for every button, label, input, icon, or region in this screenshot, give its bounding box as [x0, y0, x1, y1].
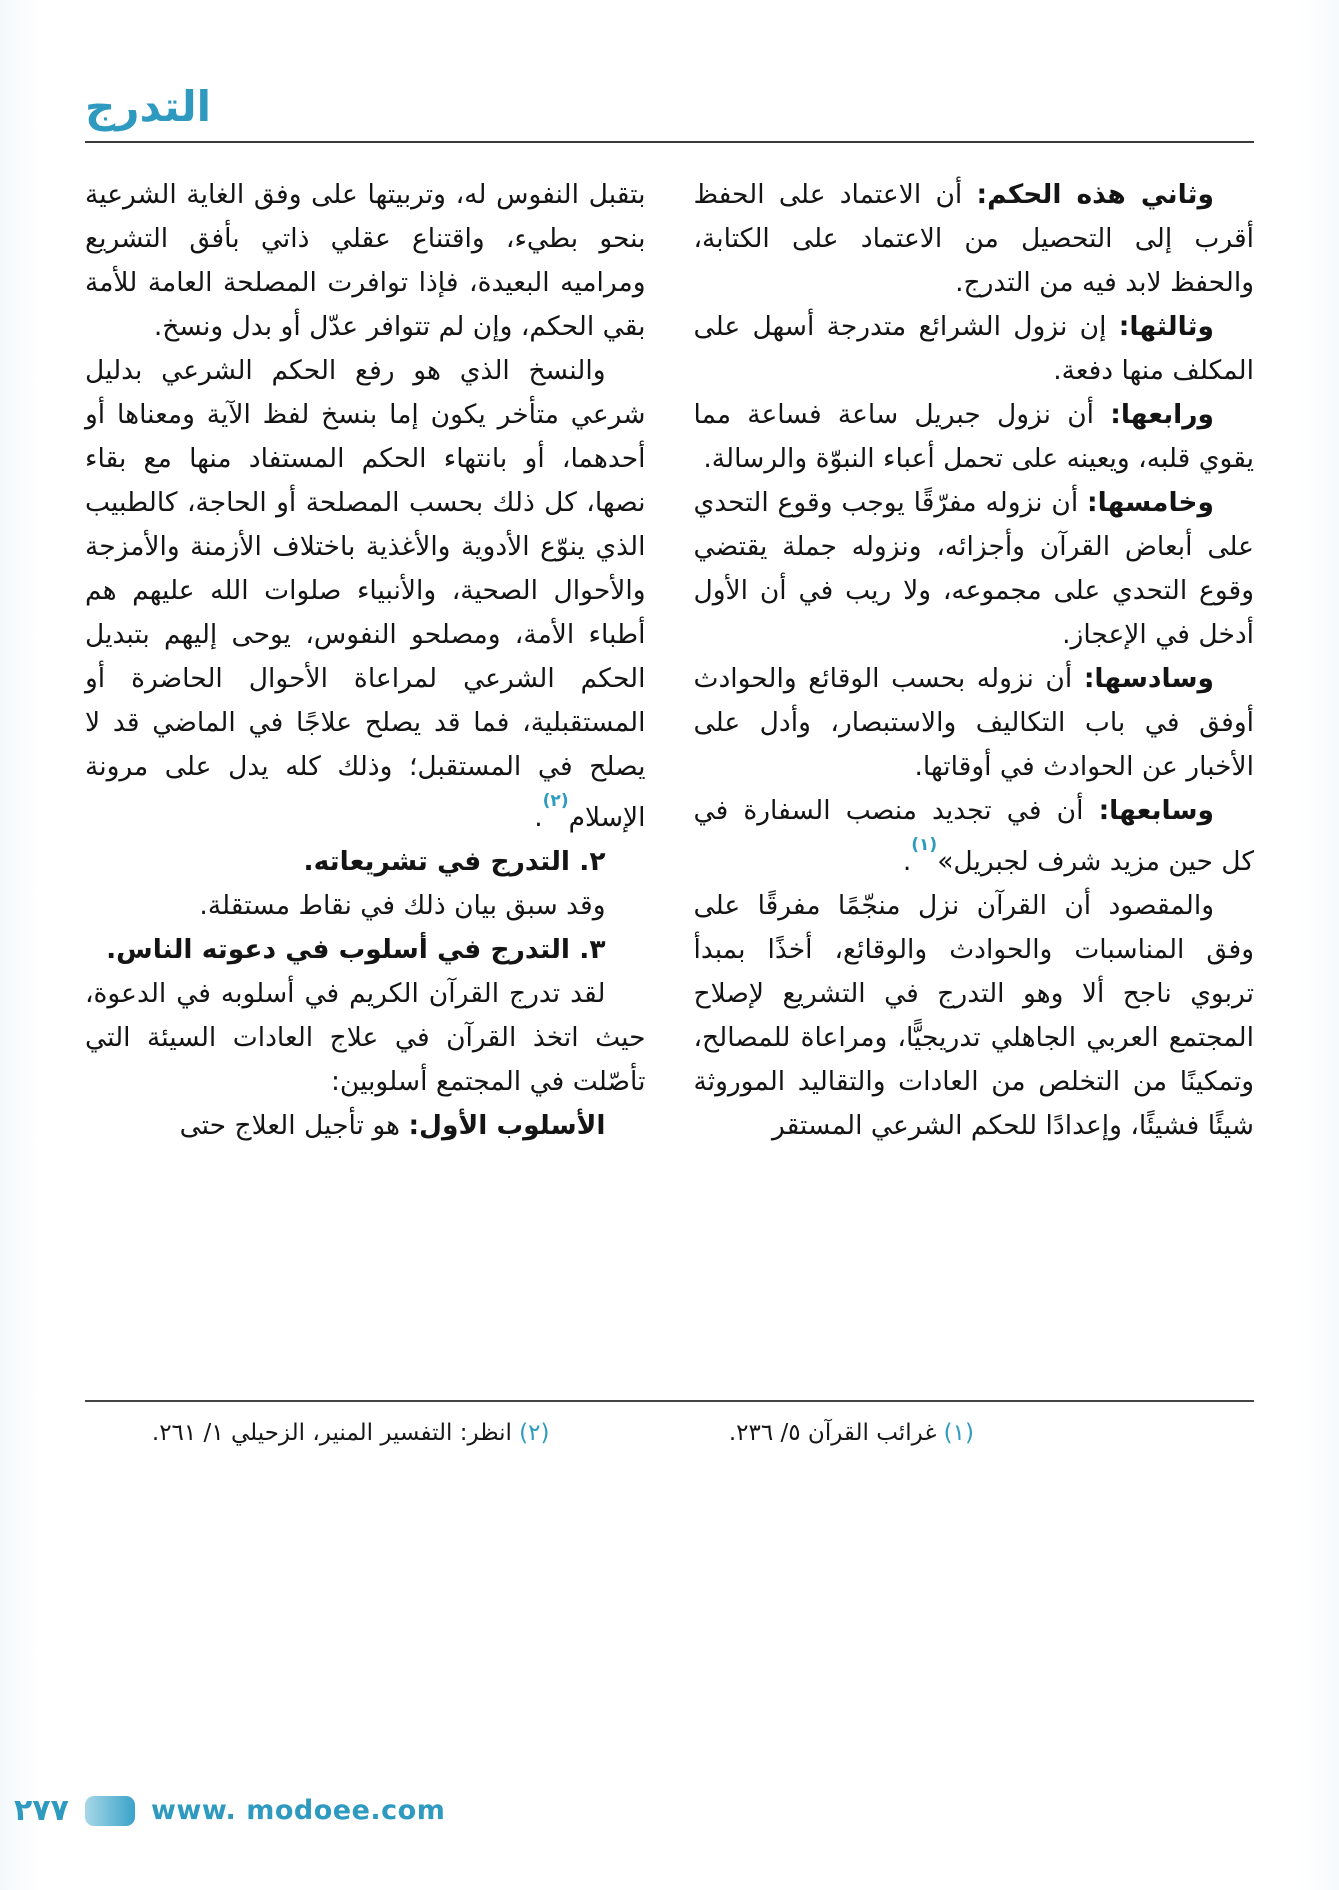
- heading-text: ٢. التدرج في تشريعاته.: [303, 845, 606, 877]
- paragraph: [85, 884, 646, 928]
- heading-text: ٣. التدرج في أسلوب في دعوته الناس.: [106, 933, 606, 965]
- text-columns: [0, 173, 1339, 1353]
- paragraph-text: أن نزوله مفرّقًا يوجب وقوع التحدي على أبعاض القرآن وأجزائه، ونزوله جملة يقتضي وقوع التحدي على مجموعه، ولا ريب في أن الأول أدخل في الإعجاز.: [693, 487, 1254, 650]
- paragraph-text: بتقبل النفوس له، وتربيتها على وفق الغاية الشرعية بنحو بطيء، واقتناع عقلي ذاتي بأفق التشريع ومراميه البعيدة، فإذا توافرت المصلحة العامة للأمة بقي الحكم، وإن لم تتوافر عدّل أو بدل ونسخ.: [85, 179, 646, 342]
- footnote-number: (١): [943, 1420, 974, 1446]
- website-text: www. modoee.com: [150, 1795, 446, 1826]
- paragraph-text: والنسخ الذي هو رفع الحكم الشرعي بدليل شرعي متأخر يكون إما بنسخ لفظ الآية ومعناها أو أحدهما، أو بانتهاء الحكم المستفاد منها مع بقاء نصها، كل ذلك بحسب المصلحة أو الحاجة، كالطبيب الذي ينوّع الأدوية والأغذية باختلاف الأزمنة والأمزجة والأحوال الصحية، والأنبياء صلوات الله عليهم هم أطباء الأمة، ومصلحو النفوس، يوحى إليهم بتبديل الحكم الشرعي لمراعاة الأحوال الحاضرة أو المستقبلية، فما قد يصلح علاجًا في الماضي قد لا يصلح في المستقبل؛ وذلك كله يدل على مرونة الإسلام: [85, 355, 646, 833]
- title-area: [85, 82, 1254, 131]
- paragraph: [694, 481, 1255, 657]
- page-footer: [14, 1793, 1339, 1828]
- column-left: [85, 173, 646, 1353]
- paragraph-lead: وثالثها:: [1118, 311, 1214, 342]
- footnote-ref: (٢): [542, 791, 569, 811]
- footnote-text: غرائب القرآن ٥/ ٢٣٦.: [728, 1420, 937, 1446]
- paragraph: [694, 884, 1255, 1148]
- column-right: [694, 173, 1255, 1353]
- paragraph: [694, 173, 1255, 305]
- footnote-ref: (١): [911, 835, 938, 855]
- paragraph-lead: وثاني هذه الحكم:: [976, 179, 1214, 210]
- paragraph: [694, 789, 1255, 884]
- paragraph-text: هو تأجيل العلاج حتى: [179, 1109, 401, 1141]
- paragraph: [694, 305, 1255, 393]
- page-title: التدرج: [85, 82, 212, 131]
- paragraph: [85, 1104, 646, 1148]
- paragraph: [85, 972, 646, 1104]
- footnote-number: (٢): [519, 1420, 550, 1446]
- footnote: [670, 1420, 1255, 1446]
- paragraph-text: أن نزول جبريل ساعة فساعة مما يقوي قلبه، ويعينه على تحمل أعباء النبوّة والرسالة.: [693, 399, 1254, 474]
- paragraph-text: أن الاعتماد على الحفظ أقرب إلى التحصيل من الاعتماد على الكتابة، والحفظ لابد فيه من التدرج.: [693, 179, 1254, 298]
- paragraph-text: .: [902, 845, 912, 877]
- paragraph-text: لقد تدرج القرآن الكريم في أسلوبه في الدعوة، حيث اتخذ القرآن في علاج العادات السيئة التي تأصّلت في المجتمع أسلوبين:: [85, 977, 646, 1097]
- footnote: [85, 1420, 670, 1446]
- paragraph-text: أن في تجديد منصب السفارة في كل حين مزيد شرف لجبريل»: [693, 795, 1254, 877]
- paragraph-text: إن نزول الشرائع متدرجة أسهل على المكلف منها دفعة.: [693, 311, 1254, 386]
- footnotes: [85, 1400, 1254, 1446]
- header-rule: [85, 141, 1254, 143]
- paragraph: [694, 393, 1255, 481]
- paragraph-text: أن نزوله بحسب الوقائع والحوادث أوفق في باب التكاليف والاستبصار، وأدل على الأخبار عن الحوادث في أوقاتها.: [693, 663, 1254, 782]
- paragraph: [694, 657, 1255, 789]
- paragraph-text: والمقصود أن القرآن نزل منجّمًا مفرقًا على وفق المناسبات والحوادث والوقائع، أخذًا بمبدأ تربوي ناجح ألا وهو التدرج في التشريع لإصلاح المجتمع العربي الجاهلي تدريجيًّا، ومراعاة للمصالح، وتمكينًا من التخلص من العادات والتقاليد الموروثة شيئًا فشيئًا، وإعدادًا للحكم الشرعي المستقر: [693, 889, 1254, 1141]
- paragraph-lead: وخامسها:: [1087, 487, 1214, 518]
- section-heading: [85, 928, 646, 972]
- paragraph-lead: الأسلوب الأول:: [408, 1109, 606, 1141]
- paragraph: [85, 173, 646, 349]
- footnote-text: انظر: التفسير المنير، الزحيلي ١/ ٢٦١.: [151, 1420, 512, 1446]
- paragraph-lead: ورابعها:: [1110, 399, 1214, 430]
- page-number-badge: [85, 1796, 135, 1826]
- paragraph-lead: وسادسها:: [1083, 663, 1214, 694]
- page-number: ٢٧٧: [14, 1793, 69, 1828]
- section-heading: [85, 840, 646, 884]
- paragraph-text: .: [534, 801, 543, 833]
- page-header: [0, 0, 1339, 143]
- paragraph: [85, 349, 646, 840]
- paragraph-text: وقد سبق بيان ذلك في نقاط مستقلة.: [199, 889, 606, 921]
- paragraph-lead: وسابعها:: [1098, 795, 1214, 826]
